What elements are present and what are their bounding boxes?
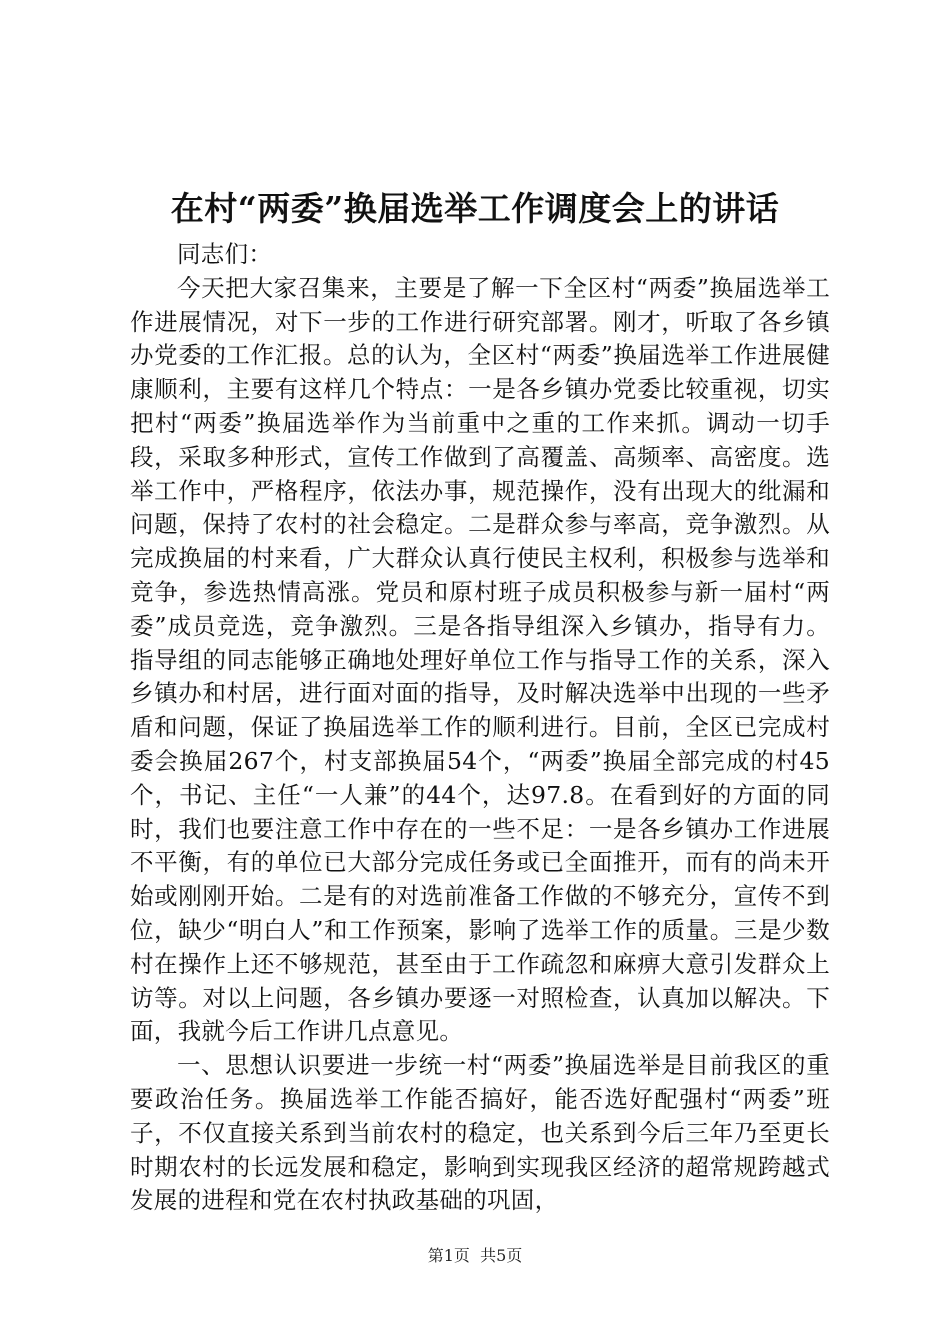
page-footer — [0, 1246, 950, 1266]
document-body — [130, 238, 830, 1218]
document-title: 在村“两委”换届选举工作调度会上的讲话 — [170, 189, 780, 228]
page-number: 第1页 共5页 — [427, 1246, 523, 1265]
salutation: 同志们： — [177, 240, 273, 268]
paragraph: 今天把大家召集来，主要是了解一下全区村“两委”换届选举工作进展情况，对下一步的工作进行研究部署。刚才，听取了各乡镇办党委的工作汇报。总的认为，全区村“两委”换届选举工作进展健康顺利，主要有这样几个特点：一是各乡镇办党委比较重视，切实把村“两委”换届选举作为当前重中之重的工作来抓。调动一切手段，采取多种形式，宣传工作做到了高覆盖、高频率、高密度。选举工作中，严格程序，依法办事，规范操作，没有出现大的纰漏和问题，保持了农村的社会稳定。二是群众参与率高，竞争激烈。从完成换届的村来看，广大群众认真行使民主权利，积极参与选举和竞争，参选热情高涨。党员和原村班子成员积极参与新一届村“两委”成员竞选，竞争激烈。三是各指导组深入乡镇办，指导有力。指导组的同志能够正确地处理好单位工作与指导工作的关系，深入乡镇办和村居，进行面对面的指导，及时解决选举中出现的一些矛盾和问题，保证了换届选举工作的顺利进行。目前，全区已完成村委会换届267个，村支部换届54个，“两委”换届全部完成的村45个，书记、主任“一人兼”的44个，达97.8。在看到好的方面的同时，我们也要注意工作中存在的一些不足：一是各乡镇办工作进展不平衡，有的单位已大部分完成任务或已全面推开，而有的尚未开始或刚刚开始。二是有的对选前准备工作做的不够充分，宣传不到位，缺少“明白人”和工作预案，影响了选举工作的质量。三是少数村在操作上还不够规范，甚至由于工作疏忽和麻痹大意引发群众上访等。对以上问题，各乡镇办要逐一对照检查，认真加以解决。下面，我就今后工作讲几点意见。 — [130, 273, 830, 1046]
paragraph: 一、思想认识要进一步统一村“两委”换届选举是目前我区的重要政治任务。换届选举工作能否搞好，能否选好配强村“两委”班子，不仅直接关系到当前农村的稳定，也关系到今后三年乃至更长时期农村的长远发展和稳定，影响到实现我区经济的超常规跨越式发展的进程和党在农村执政基础的巩固， — [130, 1051, 830, 1215]
